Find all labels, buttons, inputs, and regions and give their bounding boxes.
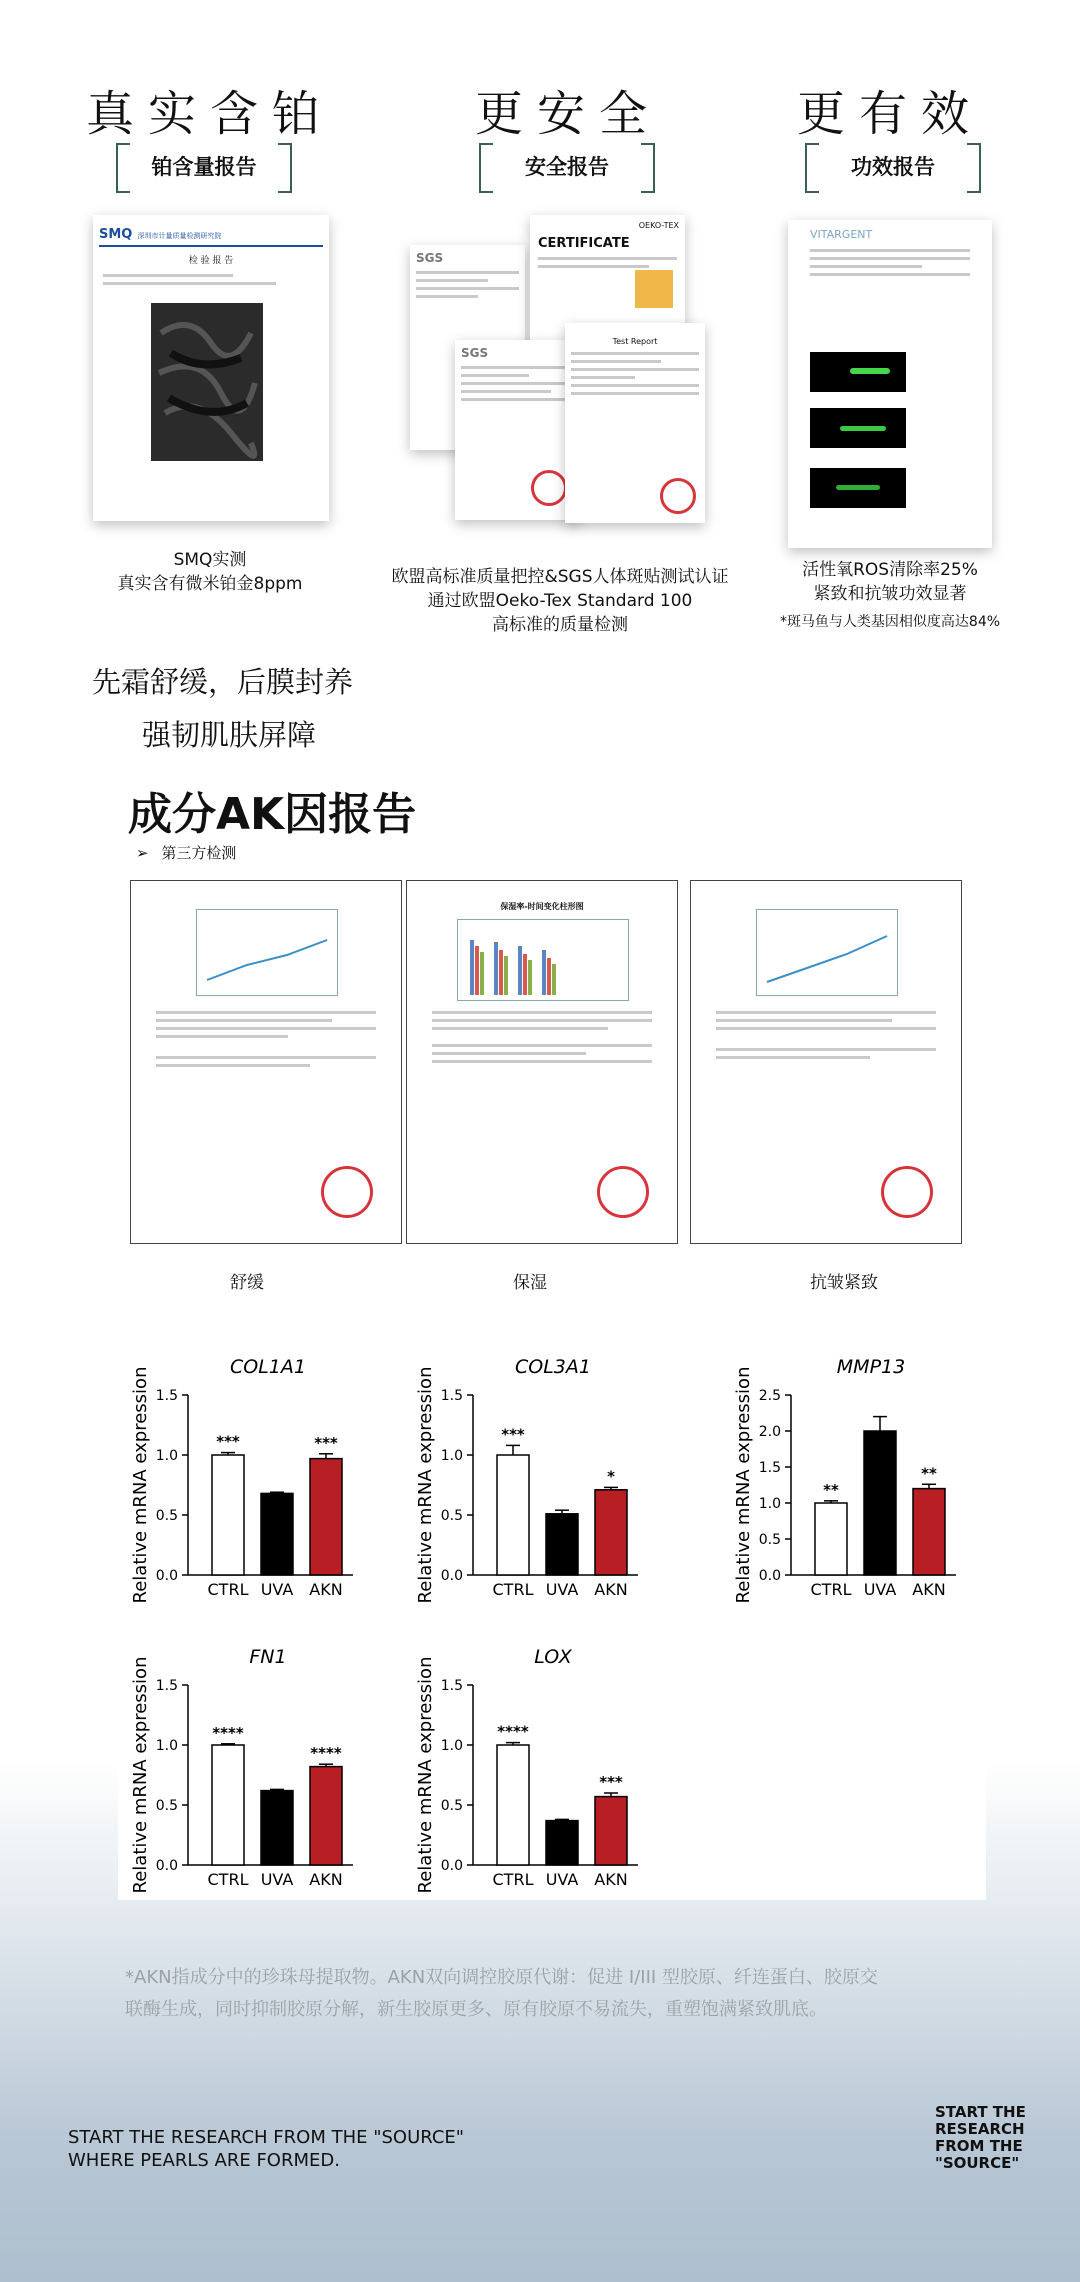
y-tick-label: 0.0 bbox=[758, 1568, 781, 1584]
y-axis-label: Relative mRNA expression bbox=[130, 1366, 151, 1604]
zebrafish-image bbox=[810, 408, 906, 448]
bar-ctrl bbox=[212, 1745, 244, 1865]
ak-subtitle-text: 第三方检测 bbox=[161, 844, 237, 862]
heading-efficacy: 更有效 bbox=[796, 86, 983, 142]
caption-safety bbox=[380, 565, 740, 637]
test-report-title: Test Report bbox=[612, 337, 658, 346]
y-tick-label: 1.0 bbox=[155, 1738, 178, 1754]
significance-label: *** bbox=[314, 1433, 338, 1452]
x-tick-label: CTRL bbox=[492, 1580, 534, 1599]
caption-line: 通过欧盟Oeko-Tex Standard 100 bbox=[427, 591, 693, 611]
test-report bbox=[565, 323, 705, 523]
y-tick-label: 1.0 bbox=[440, 1448, 463, 1464]
footer-logo-text bbox=[935, 2104, 1026, 2172]
caption-line: 紧致和抗皱功效显著 bbox=[813, 584, 967, 604]
y-axis-label: Relative mRNA expression bbox=[415, 1656, 436, 1894]
tag-safety-report: 安全报告 bbox=[479, 143, 655, 191]
significance-label: ** bbox=[823, 1480, 839, 1499]
smq-logo: SMQ bbox=[99, 227, 133, 242]
y-tick-label: 1.5 bbox=[155, 1678, 178, 1694]
x-tick-label: CTRL bbox=[810, 1580, 852, 1599]
label-moisturizing: 保湿 bbox=[513, 1273, 547, 1293]
red-stamp bbox=[321, 1166, 373, 1218]
significance-label: *** bbox=[599, 1773, 623, 1791]
smq-doc-title: 检 验 报 告 bbox=[188, 256, 234, 266]
footer-logo-line: RESEARCH bbox=[935, 2120, 1025, 2138]
x-tick-label: UVA bbox=[863, 1580, 897, 1599]
footnote-line: 联酶生成，同时抑制胶原分解，新生胶原更多、原有胶原不易流失，重塑饱满紧致肌底。 bbox=[125, 1999, 827, 2020]
sgs-report-front bbox=[455, 340, 580, 520]
ak-report-title: 成分AK因报告 bbox=[128, 789, 417, 840]
significance-label: **** bbox=[212, 1723, 244, 1742]
y-tick-label: 0.5 bbox=[155, 1508, 178, 1524]
footnote bbox=[125, 1962, 985, 2026]
y-axis-label: Relative mRNA expression bbox=[415, 1366, 436, 1604]
footer-logo-line: "SOURCE" bbox=[935, 2154, 1020, 2172]
zebrafish-image bbox=[810, 468, 906, 508]
vitargent-logo: VITARGENT bbox=[810, 228, 873, 241]
footer-logo-line: START THE bbox=[935, 2103, 1026, 2121]
y-tick-label: 0.5 bbox=[440, 1798, 463, 1814]
caption-platinum bbox=[60, 548, 360, 596]
report-page-antiwrinkle bbox=[690, 880, 962, 1244]
significance-label: **** bbox=[497, 1722, 529, 1741]
bar-ctrl bbox=[815, 1503, 847, 1575]
footer-slogan bbox=[68, 2126, 464, 2172]
significance-label: ** bbox=[921, 1464, 937, 1483]
x-tick-label: AKN bbox=[594, 1580, 628, 1599]
sgs-logo: SGS bbox=[461, 346, 489, 360]
bar-akn bbox=[310, 1767, 342, 1865]
significance-label: **** bbox=[310, 1744, 342, 1763]
sample-photo bbox=[151, 303, 263, 461]
heading-platinum: 真实含铂 bbox=[85, 86, 334, 142]
bar-uva bbox=[864, 1431, 896, 1575]
tag-efficacy-report: 功效报告 bbox=[805, 143, 981, 191]
x-tick-label: AKN bbox=[912, 1580, 946, 1599]
tag-platinum-report: 铂含量报告 bbox=[116, 143, 292, 191]
x-tick-label: CTRL bbox=[207, 1580, 249, 1599]
caption-line: 欧盟高标准质量把控&SGS人体斑贴测试认证 bbox=[391, 567, 729, 587]
y-tick-label: 1.5 bbox=[440, 1388, 463, 1404]
certificate-title: CERTIFICATE bbox=[538, 236, 630, 251]
y-tick-label: 1.5 bbox=[440, 1678, 463, 1694]
sgs-logo: SGS bbox=[416, 251, 444, 265]
red-stamp bbox=[660, 478, 696, 514]
bar-akn bbox=[310, 1459, 342, 1575]
report-page-soothing bbox=[130, 880, 402, 1244]
bar-akn bbox=[595, 1490, 627, 1575]
bar-ctrl bbox=[497, 1455, 529, 1575]
gene-expression-panel bbox=[118, 1340, 986, 1900]
smq-org: 深圳市计量质量检测研究院 bbox=[137, 232, 222, 240]
red-stamp bbox=[881, 1166, 933, 1218]
y-axis-label: Relative mRNA expression bbox=[130, 1656, 151, 1894]
y-tick-label: 0.0 bbox=[155, 1568, 178, 1584]
safety-documents bbox=[405, 215, 710, 525]
vitargent-report-document bbox=[788, 220, 992, 548]
bar-uva bbox=[261, 1791, 293, 1865]
x-tick-label: AKN bbox=[309, 1580, 343, 1599]
y-tick-label: 0.0 bbox=[155, 1858, 178, 1874]
chart-title: LOX bbox=[534, 1646, 572, 1668]
y-tick-label: 2.0 bbox=[758, 1424, 781, 1440]
bar-uva bbox=[546, 1821, 578, 1865]
smq-report-document bbox=[93, 215, 329, 521]
bar-ctrl bbox=[212, 1455, 244, 1575]
zebrafish-image bbox=[810, 352, 906, 392]
x-tick-label: CTRL bbox=[492, 1870, 534, 1889]
footnote-line: *AKN指成分中的珍珠母提取物。AKN双向调控胶原代谢：促进 I/III 型胶原、纤连蛋白、胶原交 bbox=[125, 1967, 878, 1988]
y-tick-label: 1.0 bbox=[758, 1496, 781, 1512]
caption-line: 活性氧ROS清除率25% bbox=[802, 560, 978, 580]
heading-safety: 更安全 bbox=[474, 86, 661, 142]
y-tick-label: 0.5 bbox=[758, 1532, 781, 1548]
y-tick-label: 1.5 bbox=[155, 1388, 178, 1404]
caption-line: 高标准的质量检测 bbox=[492, 615, 628, 635]
footer-logo-line: FROM THE bbox=[935, 2137, 1023, 2155]
bar-uva bbox=[546, 1514, 578, 1575]
x-tick-label: AKN bbox=[309, 1870, 343, 1889]
y-tick-label: 1.5 bbox=[758, 1460, 781, 1476]
caption-note: *斑马鱼与人类基因相似度高达84% bbox=[779, 614, 1001, 630]
y-axis-label: Relative mRNA expression bbox=[733, 1366, 754, 1604]
chart-title: COL3A1 bbox=[515, 1356, 591, 1378]
y-tick-label: 1.0 bbox=[440, 1738, 463, 1754]
y-tick-label: 0.5 bbox=[440, 1508, 463, 1524]
y-tick-label: 0.0 bbox=[440, 1568, 463, 1584]
bar-akn bbox=[595, 1797, 627, 1865]
significance-label: *** bbox=[501, 1425, 525, 1444]
x-tick-label: AKN bbox=[594, 1870, 628, 1889]
bar-akn bbox=[913, 1489, 945, 1575]
y-tick-label: 1.0 bbox=[155, 1448, 178, 1464]
gene-expression-charts bbox=[118, 1340, 986, 1900]
chart-title: FN1 bbox=[249, 1646, 287, 1668]
y-tick-label: 0.0 bbox=[440, 1858, 463, 1874]
x-tick-label: UVA bbox=[260, 1580, 294, 1599]
arrow-icon: ➢ bbox=[136, 844, 149, 862]
moisture-chart-title: 保湿率-时间变化柱形图 bbox=[500, 902, 584, 911]
footer-slogan-line: WHERE PEARLS ARE FORMED. bbox=[68, 2150, 340, 2171]
x-tick-label: UVA bbox=[260, 1870, 294, 1889]
caption-line: SMQ实测 bbox=[173, 550, 247, 570]
x-tick-label: UVA bbox=[545, 1580, 579, 1599]
caption-efficacy bbox=[740, 558, 1040, 634]
red-stamp bbox=[597, 1166, 649, 1218]
chart-title: MMP13 bbox=[836, 1356, 906, 1378]
ak-subtitle bbox=[136, 842, 236, 863]
label-antiwrinkle: 抗皱紧致 bbox=[810, 1273, 878, 1293]
oeko-tex-logo: OEKO-TEX bbox=[638, 221, 679, 230]
chart-title: COL1A1 bbox=[230, 1356, 306, 1378]
x-tick-label: CTRL bbox=[207, 1870, 249, 1889]
slogan-line-1: 先霜舒缓，后膜封养 bbox=[92, 665, 354, 699]
bar-ctrl bbox=[497, 1745, 529, 1865]
slogan-line-2: 强韧肌肤屏障 bbox=[142, 718, 317, 752]
x-tick-label: UVA bbox=[545, 1870, 579, 1889]
label-soothing: 舒缓 bbox=[230, 1273, 264, 1293]
significance-label: *** bbox=[216, 1432, 240, 1451]
significance-label: * bbox=[607, 1467, 615, 1486]
red-stamp bbox=[531, 470, 567, 506]
report-page-moisturizing bbox=[406, 880, 678, 1244]
y-tick-label: 0.5 bbox=[155, 1798, 178, 1814]
y-tick-label: 2.5 bbox=[758, 1388, 781, 1404]
footer-slogan-line: START THE RESEARCH FROM THE "SOURCE" bbox=[68, 2127, 465, 2148]
caption-line: 真实含有微米铂金8ppm bbox=[117, 574, 303, 594]
bar-uva bbox=[261, 1493, 293, 1575]
